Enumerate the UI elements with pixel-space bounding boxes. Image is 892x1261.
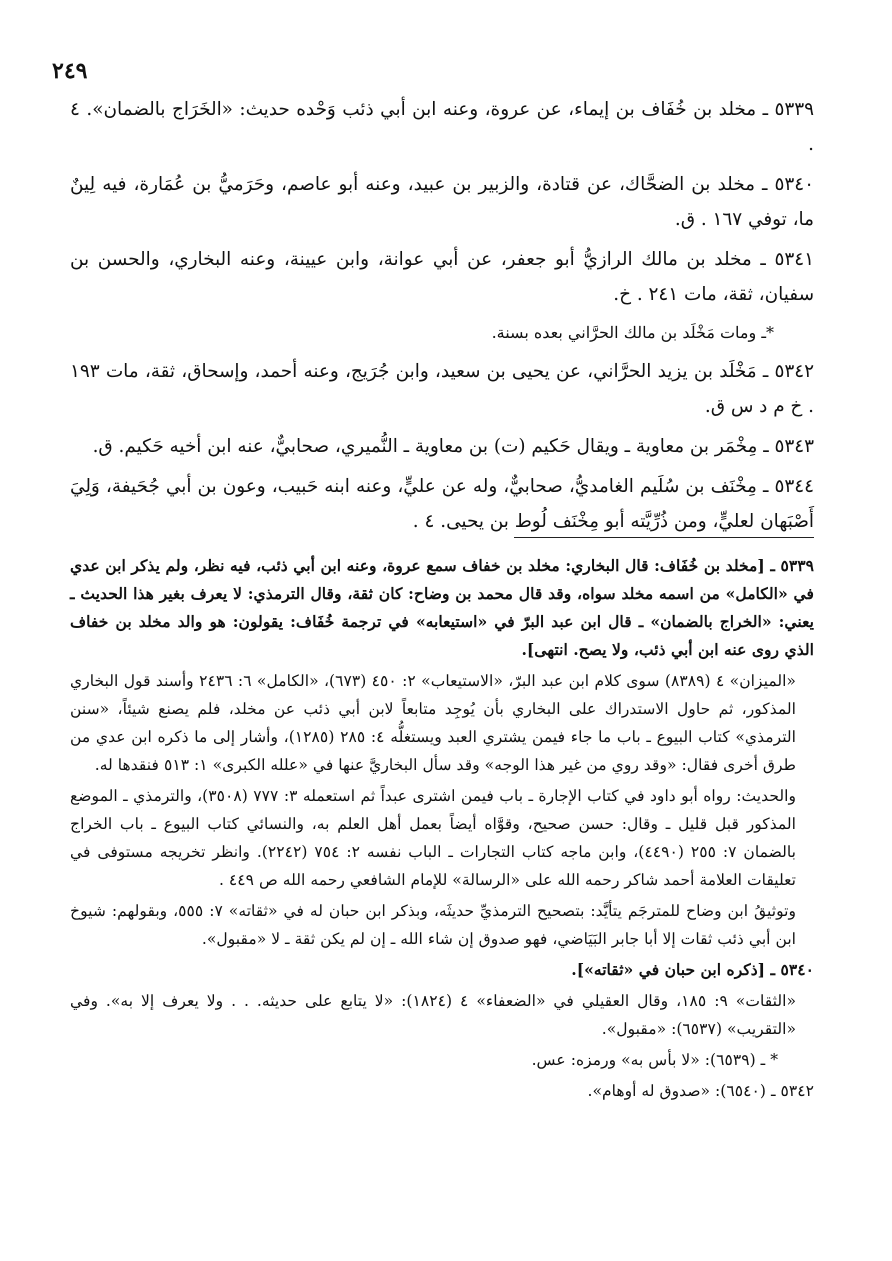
note-5340-sources: «الثقات» ٩: ١٨٥، وقال العقيلي في «الضعفاء» ٤ (١٨٢٤): «لا يتابع على حديثه. . . ولا يعرف إلا به». وفي «التقريب» (٦٥٣٧): «مقبول». [70, 992, 796, 1038]
footnote-divider [514, 537, 814, 538]
main-entries [70, 92, 814, 544]
entry-5342: ٥٣٤٢ ـ مَخْلَد بن يزيد الحرَّاني، عن يحيى بن سعيد، وابن جُرَيج، وعنه أحمد، وإسحاق، ثقة، مات ١٩٣ . خ م د س ق. [70, 361, 814, 417]
note-star: * ـ (٦٥٣٩): «لا بأس به» ورمزه: عس. [531, 1051, 778, 1069]
entry-5344: ٥٣٤٤ ـ مِخْنَف بن سُلَيم الغامديُّ، صحابيٌّ، وله عن عليٍّ، وعنه ابنه حَبيب، وعون بن أبي جُحَيفة، وَلِيَ أَصْبَهان لعليٍّ، ومن ذُرِّيَّته أبو مِخْنَف لُوط بن يحيى. ٤ . [70, 476, 814, 532]
note-5339-hadith: والحديث: رواه أبو داود في كتاب الإجارة ـ باب فيمن اشترى عبداً ثم استعمله ٣: ٧٧٧ (٣٥٠٨)، والترمذي ـ الموضع المذكور قبل قليل ـ وقال: حسن صحيح، وقوَّاه أيضاً بعمل أهل العلم به، والنسائي كتاب البيوع ـ باب الخراج بالضمان ٧: ٢٥٥ (٤٤٩٠)، وابن ماجه كتاب التجارات ـ الباب نفسه ٢: ٧٥٤ (٢٢٤٢). وانظر تخريجه مستوفى في تعليقات العلامة أحمد شاكر رحمه الله على «الرسالة» للإمام الشافعي رحمه الله ص ٤٤٩ . [70, 787, 797, 889]
page-number: ٢٤٩ [52, 58, 88, 84]
entry-5343: ٥٣٤٣ ـ مِخْمَر بن معاوية ـ ويقال حَكيم (ت) بن معاوية ـ النُّميري، صحابيٌّ، عنه ابن أخيه حَكيم. ق. [92, 436, 814, 457]
entry-5341-extra: *ـ ومات مَخْلَد بن مالك الحرَّاني بعده بسنة. [491, 323, 774, 342]
note-5339-sources: «الميزان» ٤ (٨٣٨٩) سوى كلام ابن عبد البرّ، «الاستيعاب» ٢: ٤٥٠ (٦٧٣)، «الكامل» ٦: ٢٤٣٦ وأسند قول البخاري المذكور، ثم حاول الاستدراك على البخاري بأن يُوجِد متابعاً لابن أبي ذئب عن مخلد، فلم يصنع شيئاً، «سنن الترمذي» كتاب البيوع ـ باب ما جاء فيمن يشتري العبد ويستغلُّه ٤: ٢٨٥ (١٢٨٥)، وأشار إلى ما ذكره ابن عدي من طرق أخرى فقال: «وقد روي من غير هذا الوجه» وقد سأل البخاريَّ عنها في «علله الكبرى» ١: ٥١٣ فنقدها له. [70, 672, 797, 774]
footnotes [70, 552, 814, 1108]
note-5339-main: ٥٣٣٩ ـ [مخلد بن خُفَاف: قال البخاري: مخلد بن خفاف سمع عروة، وعنه ابن أبي ذئب، فيه نظر، ولم يذكر ابن عدي في «الكامل» من اسمه مخلد سواه، وقد قال محمد بن وضاح: كان ثقة، وقال الترمذي: لا يعرف بغير هذا الحديث ـ يعني: «الخراج بالضمان» ـ قال ابن عبد البرّ في «استيعابه» في ترجمة خُفَاف: يقولون: هو والد مخلد بن خفاف الذي روى عنه ابن أبي ذئب، ولا يصح. انتهى]. [70, 556, 814, 659]
note-5339-tawthiq: وتوثيقُ ابن وضاح للمترجَم يتأيَّد: بتصحيح الترمذيِّ حديثَه، وبذكر ابن حبان له في «ثقاته» ٧: ٥٥٥، وبقولهم: شيوخ ابن أبي ذئب ثقات إلا أبا جابر البَيَاضي، فهو صدوق إن شاء الله ـ إن لم يكن ثقة ـ لا «مقبول». [70, 902, 796, 948]
entry-5339: ٥٣٣٩ ـ مخلد بن خُفَاف بن إيماء، عن عروة، وعنه ابن أبي ذئب وَحْده حديث: «الخَرَاج بالضمان». ٤ . [70, 99, 814, 155]
entry-5341: ٥٣٤١ ـ مخلد بن مالك الرازيُّ أبو جعفر، عن أبي عوانة، وابن عيينة، وعنه البخاري، والحسن بن سفيان، ثقة، مات ٢٤١ . خ. [70, 249, 814, 305]
note-5342: ٥٣٤٢ ـ (٦٥٤٠): «صدوق له أوهام». [587, 1082, 814, 1100]
entry-5340: ٥٣٤٠ ـ مخلد بن الضحَّاك، عن قتادة، والزبير بن عبيد، وعنه أبو عاصم، وحَرَميُّ بن عُمَارة، فيه لِينٌ ما، توفي ١٦٧ . ق. [70, 174, 814, 230]
note-5340-main: ٥٣٤٠ ـ [ذكره ابن حبان في «ثقاته»]. [571, 960, 814, 979]
